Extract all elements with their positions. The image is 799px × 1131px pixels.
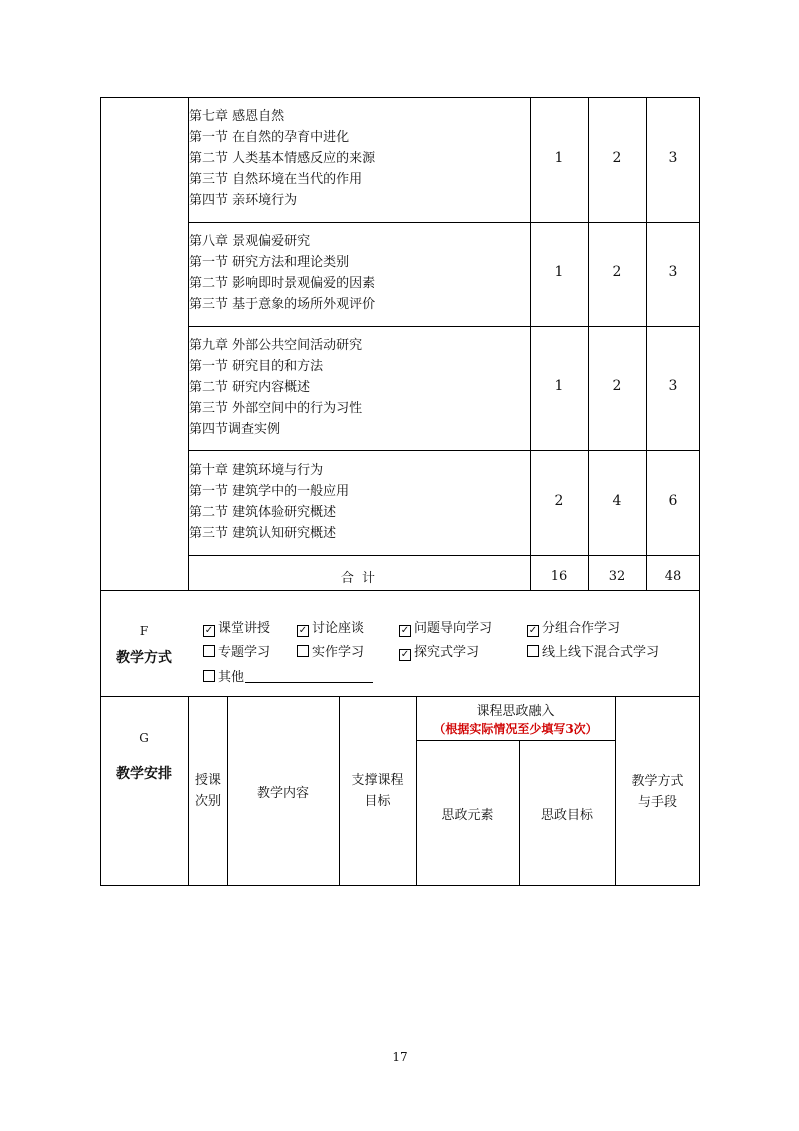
- checkbox-checked[interactable]: ✓: [298, 625, 308, 636]
- checkbox-unchecked[interactable]: [297, 645, 309, 657]
- chapter-line: 第四节调查实例: [189, 422, 281, 437]
- section-g-letter: G: [139, 731, 149, 745]
- checkbox-checked[interactable]: ✓: [204, 625, 214, 636]
- hours-lecture: 1: [554, 150, 564, 166]
- header-session: 授课 次别: [194, 773, 221, 809]
- chapter-content: [189, 335, 362, 440]
- checkbox-unchecked[interactable]: [203, 670, 215, 682]
- chapter-line: 第九章 外部公共空间活动研究: [189, 338, 363, 353]
- chapter-line: 第二节 研究内容概述: [189, 380, 311, 395]
- chapter-line: 第一节 研究目的和方法: [189, 359, 324, 374]
- checkbox-unchecked[interactable]: [203, 645, 215, 657]
- total-lecture: 16: [550, 569, 568, 584]
- chapter-line: 第二节 人类基本情感反应的来源: [189, 151, 376, 166]
- chapter-line: 第三节 外部空间中的行为习性: [189, 401, 363, 416]
- header-method: 教学方式 与手段: [631, 774, 684, 810]
- chapter-line: 第三节 建筑认知研究概述: [189, 526, 337, 541]
- hours-total: 3: [668, 264, 678, 280]
- hours-practice: 2: [612, 264, 622, 280]
- option-other[interactable]: 其他: [203, 666, 244, 685]
- chapter-line: 第三节 基于意象的场所外观评价: [189, 297, 376, 312]
- option-discussion[interactable]: ✓ 讨论座谈: [298, 621, 365, 636]
- chapter-line: 第三节 自然环境在当代的作用: [189, 172, 363, 187]
- other-fill-line[interactable]: [245, 682, 373, 683]
- chapter-content: [189, 106, 375, 211]
- section-f-letter: F: [139, 624, 149, 638]
- total-practice: 32: [608, 569, 626, 584]
- hours-lecture: 2: [554, 493, 564, 509]
- chapter-line: 第一节 在自然的孕育中进化: [189, 130, 350, 145]
- header-ideology: 课程思政融入: [476, 704, 555, 719]
- option-practical[interactable]: 实作学习: [297, 641, 364, 660]
- option-lecture[interactable]: ✓ 课堂讲授: [204, 621, 271, 636]
- total-label: 合 计: [340, 571, 378, 586]
- section-g-title: 教学安排: [116, 766, 172, 782]
- total-hours: 48: [664, 569, 682, 584]
- checkbox-checked[interactable]: ✓: [400, 625, 410, 636]
- hours-practice: 2: [612, 150, 622, 166]
- hours-practice: 2: [612, 378, 622, 394]
- header-content: 教学内容: [256, 786, 309, 801]
- chapter-line: 第四节 亲环境行为: [189, 193, 298, 208]
- option-group-cooperation[interactable]: ✓ 分组合作学习: [528, 621, 621, 636]
- header-ideology-note: （根据实际情况至少填写3次）: [433, 722, 598, 736]
- chapter-line: 第八章 景观偏爱研究: [189, 234, 311, 249]
- chapter-line: 第二节 建筑体验研究概述: [189, 505, 337, 520]
- option-topic-study[interactable]: 专题学习: [203, 641, 270, 660]
- checkbox-checked[interactable]: ✓: [528, 625, 538, 636]
- hours-practice: 4: [612, 493, 622, 509]
- chapter-line: 第七章 感恩自然: [189, 109, 285, 124]
- chapter-line: 第一节 建筑学中的一般应用: [189, 484, 350, 499]
- chapter-line: 第十章 建筑环境与行为: [189, 463, 324, 478]
- chapter-line: 第二节 影响即时景观偏爱的因素: [189, 276, 376, 291]
- hours-lecture: 1: [554, 378, 564, 394]
- hours-total: 3: [668, 150, 678, 166]
- hours-lecture: 1: [554, 264, 564, 280]
- option-problem-based[interactable]: ✓ 问题导向学习: [400, 621, 493, 636]
- section-f-title: 教学方式: [116, 650, 172, 666]
- chapter-content: [189, 231, 375, 315]
- hours-total: 6: [668, 493, 678, 509]
- header-ideology-target: 思政目标: [540, 808, 593, 823]
- option-blended[interactable]: 线上线下混合式学习: [527, 641, 659, 660]
- page-number: 17: [392, 1050, 408, 1064]
- hours-total: 3: [668, 378, 678, 394]
- header-ideology-element: 思政元素: [441, 808, 494, 823]
- checkbox-unchecked[interactable]: [527, 645, 539, 657]
- checkbox-checked[interactable]: ✓: [400, 649, 410, 660]
- chapter-content: [189, 460, 349, 544]
- option-inquiry[interactable]: ✓ 探究式学习: [400, 645, 480, 660]
- header-course-goal: 支撑课程 目标: [351, 773, 404, 809]
- chapter-line: 第一节 研究方法和理论类别: [189, 255, 350, 270]
